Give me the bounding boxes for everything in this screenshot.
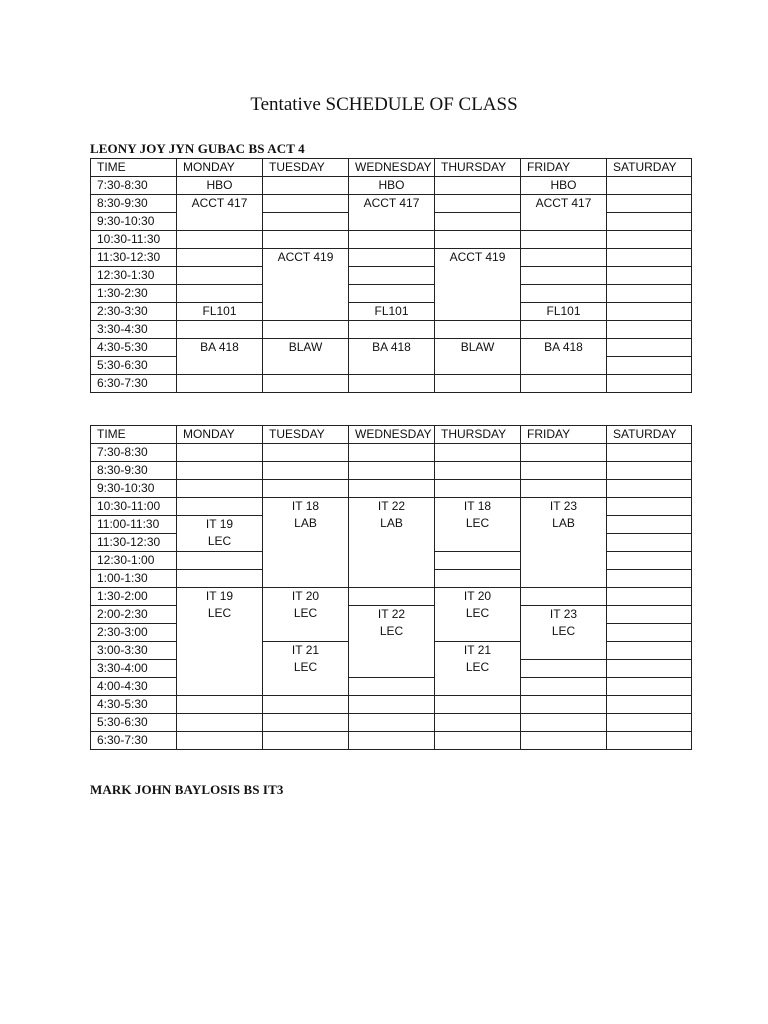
empty-cell xyxy=(435,231,521,249)
empty-cell xyxy=(607,462,692,480)
empty-cell xyxy=(521,231,607,249)
time-cell: 11:30-12:30 xyxy=(91,534,177,552)
table-row xyxy=(91,321,692,339)
course-type: LEC xyxy=(207,534,232,548)
empty-cell xyxy=(607,696,692,714)
class-cell: ACCT 417 xyxy=(349,195,435,231)
empty-cell xyxy=(607,303,692,321)
empty-cell xyxy=(607,177,692,195)
empty-cell xyxy=(521,321,607,339)
empty-cell xyxy=(607,357,692,375)
time-cell: 7:30-8:30 xyxy=(91,444,177,462)
class-cell-it21-lec xyxy=(435,642,521,696)
course-type: LEC xyxy=(465,516,490,530)
empty-cell xyxy=(435,195,521,213)
schedule-table-1 xyxy=(90,158,692,393)
time-cell: 11:00-11:30 xyxy=(91,516,177,534)
empty-cell xyxy=(349,696,435,714)
time-cell: 11:30-12:30 xyxy=(91,249,177,267)
class-cell-it20-lec xyxy=(263,588,349,642)
time-cell: 10:30-11:00 xyxy=(91,498,177,516)
empty-cell xyxy=(177,285,263,303)
empty-cell xyxy=(607,516,692,534)
header-tuesday: TUESDAY xyxy=(263,426,349,444)
table-row xyxy=(91,249,692,267)
empty-cell xyxy=(263,375,349,393)
time-cell: 4:00-4:30 xyxy=(91,678,177,696)
empty-cell xyxy=(521,732,607,750)
empty-cell xyxy=(607,375,692,393)
student-name-1: LEONY JOY JYN GUBAC BS ACT 4 xyxy=(90,141,305,156)
time-cell: 8:30-9:30 xyxy=(91,195,177,213)
empty-cell xyxy=(263,732,349,750)
empty-cell xyxy=(521,267,607,285)
empty-cell xyxy=(607,249,692,267)
empty-cell xyxy=(607,606,692,624)
empty-cell xyxy=(521,444,607,462)
empty-cell xyxy=(435,480,521,498)
header-thursday: THURSDAY xyxy=(435,159,521,177)
empty-cell xyxy=(177,732,263,750)
empty-cell xyxy=(435,177,521,195)
course-code: IT 21 xyxy=(463,643,492,657)
course-type: LEC xyxy=(551,624,576,638)
course-type: LAB xyxy=(380,516,403,530)
table-row xyxy=(91,480,692,498)
header-monday: MONDAY xyxy=(177,159,263,177)
header-friday: FRIDAY xyxy=(521,159,607,177)
time-cell: 2:00-2:30 xyxy=(91,606,177,624)
header-time: TIME xyxy=(91,159,177,177)
empty-cell xyxy=(177,570,263,588)
header-thursday: THURSDAY xyxy=(435,426,521,444)
class-cell: HBO xyxy=(177,177,263,195)
course-code: IT 22 xyxy=(377,607,406,621)
empty-cell xyxy=(607,534,692,552)
course-code: IT 18 xyxy=(463,499,492,513)
page-title: Tentative SCHEDULE OF CLASS xyxy=(250,94,518,115)
empty-cell xyxy=(177,714,263,732)
empty-cell xyxy=(607,339,692,357)
empty-cell xyxy=(349,444,435,462)
time-cell: 6:30-7:30 xyxy=(91,732,177,750)
empty-cell xyxy=(607,444,692,462)
time-cell: 8:30-9:30 xyxy=(91,462,177,480)
class-cell: ACCT 417 xyxy=(521,195,607,231)
empty-cell xyxy=(521,678,607,696)
empty-cell xyxy=(521,714,607,732)
header-wednesday: WEDNESDAY xyxy=(349,426,435,444)
empty-cell xyxy=(607,267,692,285)
class-cell: ACCT 419 xyxy=(263,249,349,321)
empty-cell xyxy=(177,231,263,249)
class-cell: HBO xyxy=(521,177,607,195)
table-row xyxy=(91,696,692,714)
empty-cell xyxy=(349,375,435,393)
empty-cell xyxy=(263,696,349,714)
empty-cell xyxy=(177,267,263,285)
empty-cell xyxy=(349,249,435,267)
empty-cell xyxy=(607,231,692,249)
course-type: LEC xyxy=(379,624,404,638)
empty-cell xyxy=(607,213,692,231)
empty-cell xyxy=(177,696,263,714)
empty-cell xyxy=(607,588,692,606)
empty-cell xyxy=(521,480,607,498)
empty-cell xyxy=(435,462,521,480)
time-cell: 4:30-5:30 xyxy=(91,696,177,714)
empty-cell xyxy=(177,480,263,498)
course-code: IT 23 xyxy=(549,499,578,513)
time-cell: 7:30-8:30 xyxy=(91,177,177,195)
empty-cell xyxy=(607,732,692,750)
table-header-row xyxy=(91,426,692,444)
course-code: IT 20 xyxy=(291,589,320,603)
class-cell: ACCT 417 xyxy=(177,195,263,231)
header-saturday: SATURDAY xyxy=(607,159,692,177)
empty-cell xyxy=(349,321,435,339)
class-cell-it18-lec xyxy=(435,498,521,552)
empty-cell xyxy=(349,678,435,696)
empty-cell xyxy=(349,714,435,732)
empty-cell xyxy=(607,714,692,732)
header-saturday: SATURDAY xyxy=(607,426,692,444)
empty-cell xyxy=(607,195,692,213)
course-code: IT 19 xyxy=(205,517,234,531)
table-row xyxy=(91,285,692,303)
course-code: IT 22 xyxy=(377,499,406,513)
class-cell: FL101 xyxy=(177,303,263,321)
table-row xyxy=(91,498,692,516)
empty-cell xyxy=(349,231,435,249)
table-row xyxy=(91,375,692,393)
time-cell: 2:30-3:00 xyxy=(91,624,177,642)
empty-cell xyxy=(521,285,607,303)
empty-cell xyxy=(177,552,263,570)
empty-cell xyxy=(263,177,349,195)
time-cell: 3:00-3:30 xyxy=(91,642,177,660)
header-monday: MONDAY xyxy=(177,426,263,444)
course-type: LEC xyxy=(293,606,318,620)
class-cell-it23-lec xyxy=(521,606,607,660)
header-wednesday: WEDNESDAY xyxy=(349,159,435,177)
table-row xyxy=(91,267,692,285)
time-cell: 5:30-6:30 xyxy=(91,714,177,732)
empty-cell xyxy=(607,660,692,678)
course-type: LAB xyxy=(294,516,317,530)
time-cell: 10:30-11:30 xyxy=(91,231,177,249)
course-type: LEC xyxy=(465,606,490,620)
time-cell: 6:30-7:30 xyxy=(91,375,177,393)
class-cell: BA 418 xyxy=(521,339,607,375)
empty-cell xyxy=(263,195,349,213)
empty-cell xyxy=(435,321,521,339)
course-code: IT 19 xyxy=(205,589,234,603)
empty-cell xyxy=(263,444,349,462)
empty-cell xyxy=(607,480,692,498)
class-cell: BLAW xyxy=(263,339,349,375)
empty-cell xyxy=(607,642,692,660)
empty-cell xyxy=(607,552,692,570)
class-cell-it21-lec xyxy=(263,642,349,696)
empty-cell xyxy=(607,570,692,588)
empty-cell xyxy=(435,714,521,732)
empty-cell xyxy=(349,462,435,480)
empty-cell xyxy=(607,678,692,696)
table-row xyxy=(91,303,692,321)
time-cell: 1:00-1:30 xyxy=(91,570,177,588)
course-type: LEC xyxy=(465,660,490,674)
table-row xyxy=(91,732,692,750)
time-cell: 9:30-10:30 xyxy=(91,213,177,231)
empty-cell xyxy=(349,588,435,606)
empty-cell xyxy=(177,375,263,393)
schedule-table-2 xyxy=(90,425,692,750)
empty-cell xyxy=(263,213,349,231)
table-header-row xyxy=(91,159,692,177)
header-tuesday: TUESDAY xyxy=(263,159,349,177)
empty-cell xyxy=(521,660,607,678)
empty-cell xyxy=(607,285,692,303)
table-row xyxy=(91,177,692,195)
empty-cell xyxy=(435,696,521,714)
empty-cell xyxy=(607,498,692,516)
empty-cell xyxy=(263,480,349,498)
time-cell: 1:30-2:30 xyxy=(91,285,177,303)
table-row xyxy=(91,231,692,249)
empty-cell xyxy=(177,444,263,462)
class-cell-it22-lec xyxy=(349,606,435,678)
empty-cell xyxy=(521,462,607,480)
time-cell: 3:30-4:00 xyxy=(91,660,177,678)
empty-cell xyxy=(435,552,521,570)
course-code: IT 20 xyxy=(463,589,492,603)
class-cell-it20-lec xyxy=(435,588,521,642)
empty-cell xyxy=(349,267,435,285)
class-cell: ACCT 419 xyxy=(435,249,521,321)
empty-cell xyxy=(435,732,521,750)
empty-cell xyxy=(263,231,349,249)
course-code: IT 18 xyxy=(291,499,320,513)
class-cell-it22-lab xyxy=(349,498,435,588)
time-cell: 12:30-1:30 xyxy=(91,267,177,285)
empty-cell xyxy=(521,696,607,714)
class-cell-it19-lec xyxy=(177,516,263,552)
class-cell: BA 418 xyxy=(349,339,435,375)
empty-cell xyxy=(435,570,521,588)
header-time: TIME xyxy=(91,426,177,444)
class-cell: HBO xyxy=(349,177,435,195)
class-cell: FL101 xyxy=(349,303,435,321)
empty-cell xyxy=(521,249,607,267)
table-row xyxy=(91,714,692,732)
time-cell: 2:30-3:30 xyxy=(91,303,177,321)
course-type: LAB xyxy=(552,516,575,530)
course-type: LEC xyxy=(293,660,318,674)
empty-cell xyxy=(263,462,349,480)
header-friday: FRIDAY xyxy=(521,426,607,444)
empty-cell xyxy=(435,444,521,462)
table-row xyxy=(91,588,692,606)
class-cell-it19-lec xyxy=(177,588,263,696)
empty-cell xyxy=(177,498,263,516)
course-type: LEC xyxy=(207,606,232,620)
empty-cell xyxy=(263,321,349,339)
time-cell: 4:30-5:30 xyxy=(91,339,177,357)
time-cell: 5:30-6:30 xyxy=(91,357,177,375)
empty-cell xyxy=(349,732,435,750)
empty-cell xyxy=(607,624,692,642)
student-name-2: MARK JOHN BAYLOSIS BS IT3 xyxy=(90,782,284,797)
table-row xyxy=(91,195,692,213)
empty-cell xyxy=(177,249,263,267)
time-cell: 1:30-2:00 xyxy=(91,588,177,606)
class-cell-it18-lab xyxy=(263,498,349,588)
empty-cell xyxy=(263,714,349,732)
empty-cell xyxy=(435,375,521,393)
empty-cell xyxy=(177,462,263,480)
course-code: IT 21 xyxy=(291,643,320,657)
time-cell: 9:30-10:30 xyxy=(91,480,177,498)
class-cell: BLAW xyxy=(435,339,521,375)
class-cell: BA 418 xyxy=(177,339,263,375)
table-row xyxy=(91,339,692,357)
empty-cell xyxy=(349,480,435,498)
empty-cell xyxy=(607,321,692,339)
course-code: IT 23 xyxy=(549,607,578,621)
class-cell: FL101 xyxy=(521,303,607,321)
time-cell: 3:30-4:30 xyxy=(91,321,177,339)
time-cell: 12:30-1:00 xyxy=(91,552,177,570)
empty-cell xyxy=(349,285,435,303)
empty-cell xyxy=(521,588,607,606)
class-cell-it23-lab xyxy=(521,498,607,588)
empty-cell xyxy=(521,375,607,393)
table-row xyxy=(91,462,692,480)
empty-cell xyxy=(435,213,521,231)
table-row xyxy=(91,444,692,462)
empty-cell xyxy=(177,321,263,339)
